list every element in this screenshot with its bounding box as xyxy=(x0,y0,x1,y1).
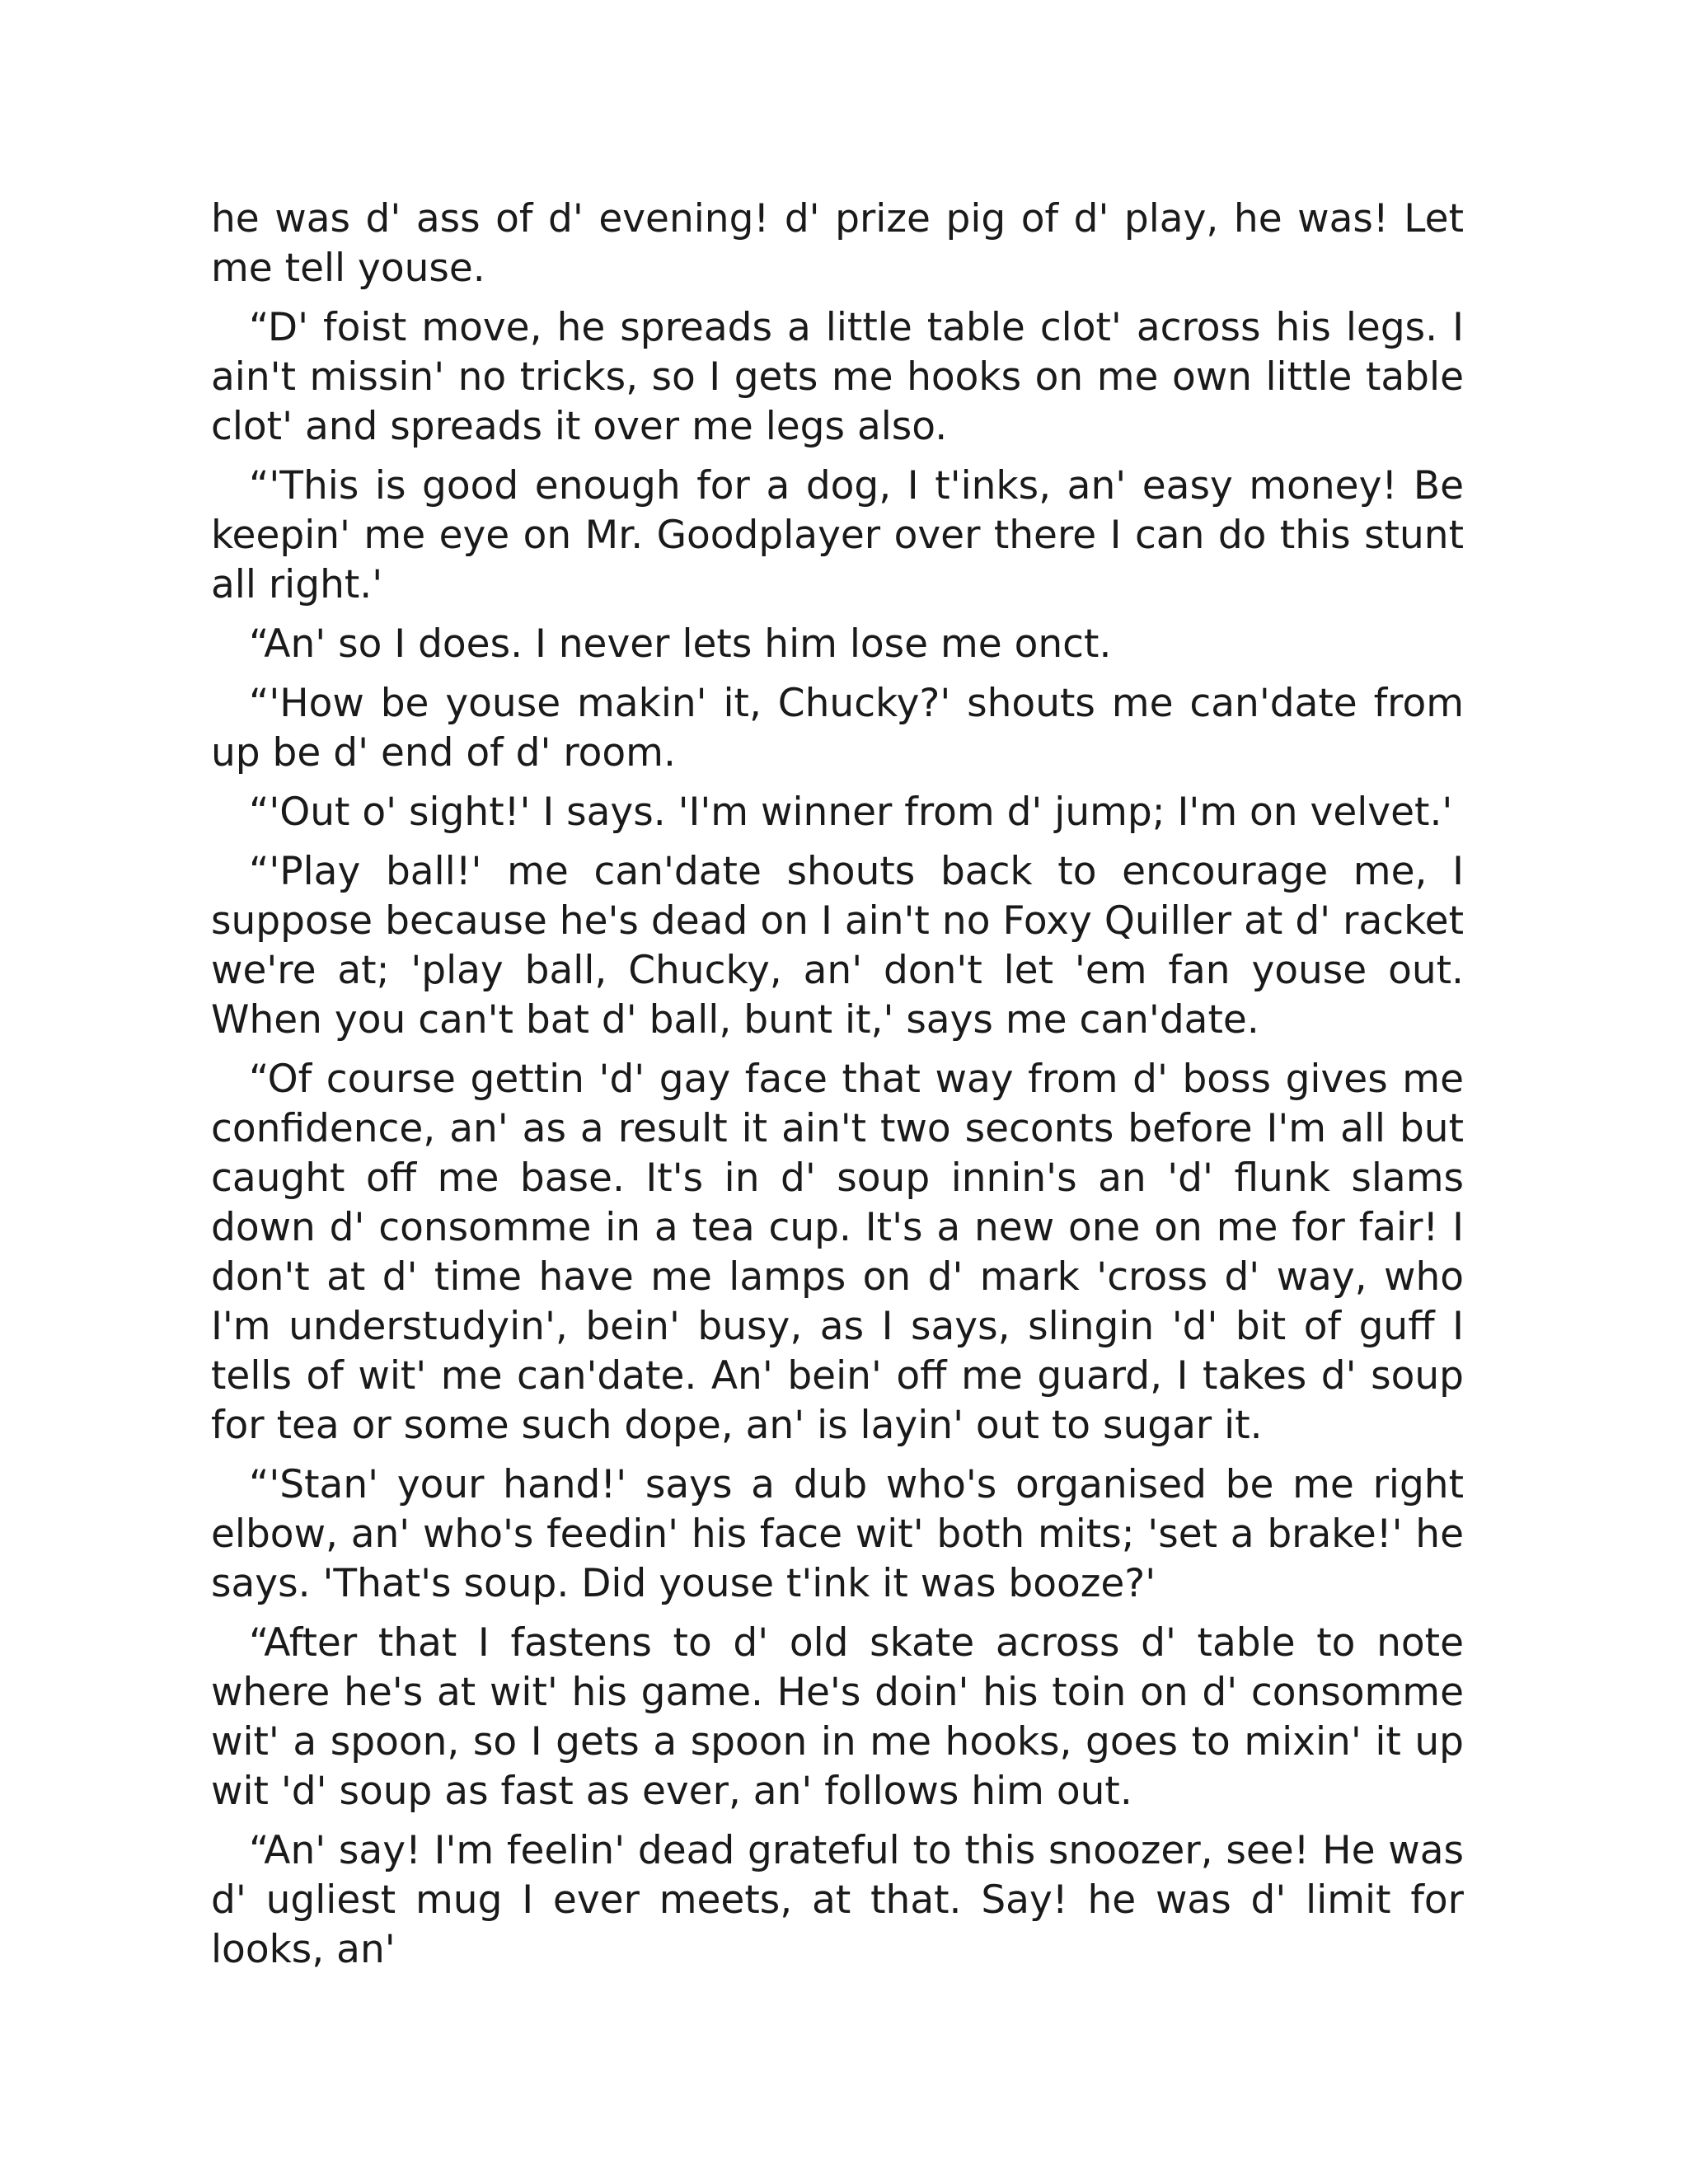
paragraph: “D' foist move, he spreads a little table clot' across his legs. I ain't missin' no tricks, so I gets me hooks on me own little table clot' and spreads it over me legs also. xyxy=(211,305,1464,449)
paragraph: “'Stan' your hand!' says a dub who's organised be me right elbow, an' who's feedin' his face wit' both mits; 'set a brake!' he says. 'That's soup. Did youse t'ink it was booze?' xyxy=(211,1462,1464,1606)
paragraph: “Of course gettin 'd' gay face that way from d' boss gives me confidence, an' as a result it ain't two seconts before I'm all but caught off me base. It's in d' soup innin's an 'd' flunk slams down d' consomme in a tea cup. It's a new one on me for fair! I don't at d' time have me lamps on d' mark 'cross d' way, who I'm understudyin', bein' busy, as I says, slingin 'd' bit of guff I tells of wit' me can'date. An' bein' off me guard, I takes d' soup for tea or some such dope, an' is layin' out to sugar it. xyxy=(211,1057,1464,1448)
paragraph: “An' so I does. I never lets him lose me onct. xyxy=(249,621,1112,667)
paragraph: “An' say! I'm feelin' dead grateful to this snoozer, see! He was d' ugliest mug I ever meets, at that. Say! he was d' limit for looks, an' xyxy=(211,1828,1464,1972)
page-body-text xyxy=(211,194,1464,1985)
paragraph-continuation: he was d' ass of d' evening! d' prize pig of d' play, he was! Let me tell youse. xyxy=(211,196,1464,291)
paragraph: “After that I fastens to d' old skate across d' table to note where he's at wit' his game. He's doin' his toin on d' consomme wit' a spoon, so I gets a spoon in me hooks, goes to mixin' it up wit 'd' soup as fast as ever, an' follows him out. xyxy=(211,1620,1464,1814)
paragraph: “'Out o' sight!' I says. 'I'm winner from d' jump; I'm on velvet.' xyxy=(249,790,1453,835)
paragraph: “'Play ball!' me can'date shouts back to encourage me, I suppose because he's dead on I ain't no Foxy Quiller at d' racket we're at; 'play ball, Chucky, an' don't let 'em fan youse out. When you can't bat d' ball, bunt it,' says me can'date. xyxy=(211,849,1464,1043)
paragraph: “'How be youse makin' it, Chucky?' shouts me can'date from up be d' end of d' room. xyxy=(211,681,1464,776)
paragraph: “'This is good enough for a dog, I t'inks, an' easy money! Be keepin' me eye on Mr. Goodplayer over there I can do this stunt all right.' xyxy=(211,463,1464,607)
